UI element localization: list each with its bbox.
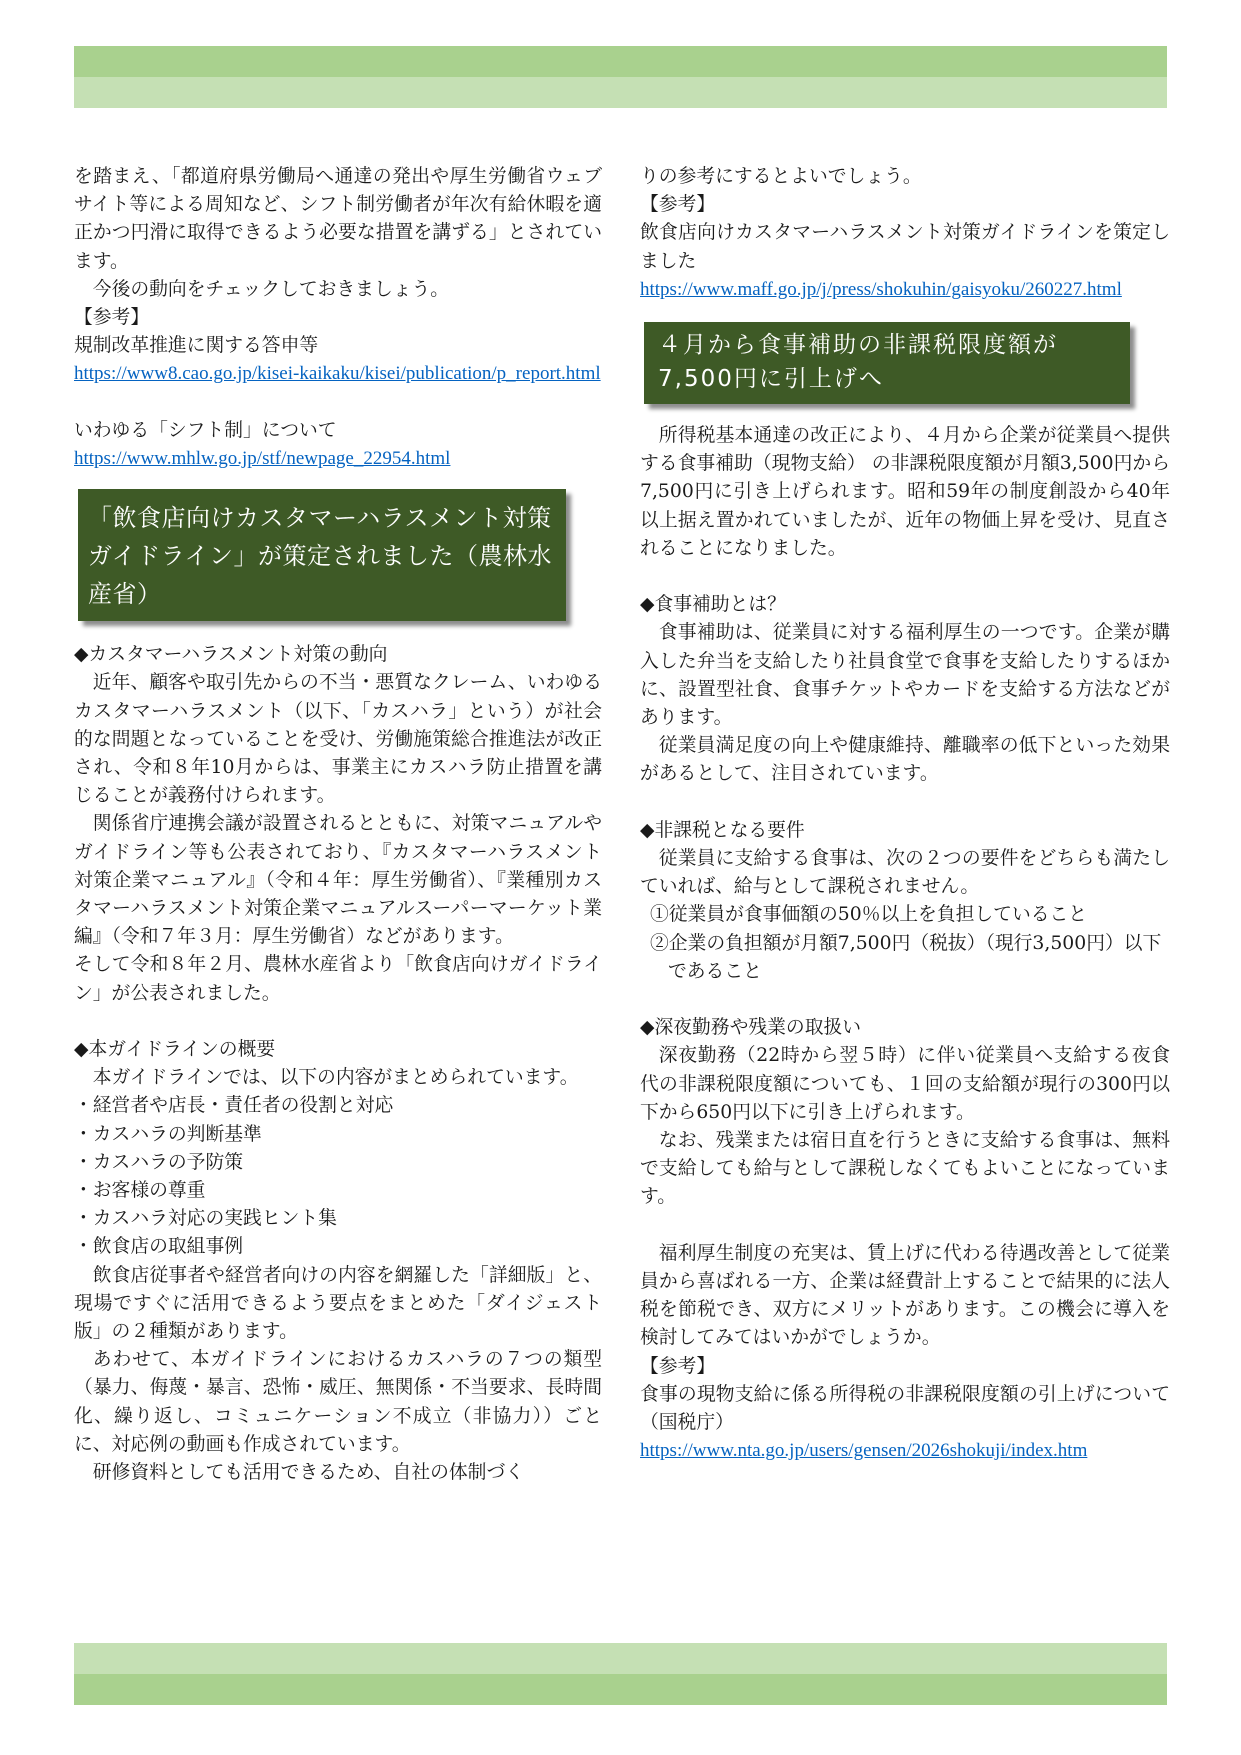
paragraph: そして令和８年２月、農林水産省より「飲食店向けガイドライン」が公表されました。: [74, 954, 602, 1004]
spacer: [74, 1008, 602, 1036]
subsection-title: ◆非課税となる要件: [640, 819, 805, 841]
reference-title: 食事の現物支給に係る所得税の非課税限度額の引上げについて（国税庁）: [640, 1383, 1170, 1434]
intro-paragraph: を踏まえ、「都道府県労働局へ通達の発出や厚生労働省ウェブサイト等による周知など、シフト制労働者が年次有給休暇を適正かつ円滑に取得できるよう必要な措置を講ずる」とされています。: [74, 166, 602, 272]
paragraph: 従業員に支給する食事は、次の２つの要件をどちらも満たしていれば、給与として課税されません。: [640, 848, 1170, 898]
right-column: [640, 163, 1170, 1465]
paragraph: 近年、顧客や取引先からの不当・悪質なクレーム、いわゆるカスタマーハラスメント（以下、「カスハラ」という）が社会的な問題となっていることを受け、労働施策総合推進法が改正され、令和８年10月からは、事業主にカスハラ防止措置を講じることが義務付けられます。: [74, 672, 602, 807]
list-item: ・カスハラの予防策: [74, 1151, 244, 1173]
paragraph: 研修資料としても活用できるため、自社の体制づく: [92, 1462, 525, 1484]
reference-label: 【参考】: [74, 307, 150, 329]
list-item: ②企業の負担額が月額7,500円（税抜）（現行3,500円）以下であること: [650, 932, 1162, 982]
list-item: ・飲食店の取組事例: [74, 1236, 244, 1258]
footer-band-light-stripe: [74, 1643, 1167, 1674]
list-item: ・お客様の尊重: [74, 1180, 206, 1202]
paragraph: 本ガイドラインでは、以下の内容がまとめられています。: [92, 1067, 579, 1089]
paragraph: 飲食店従事者や経営者向けの内容を網羅した「詳細版」と、現場ですぐに活用できるよう要点をまとめた「ダイジェスト版」の２種類があります。: [74, 1264, 602, 1343]
section-heading-box: [644, 322, 1130, 404]
bullet-list: [74, 1092, 602, 1261]
spacer: [640, 1212, 1170, 1240]
subsection-title: ◆深夜勤務や残業の取扱い: [640, 1017, 862, 1039]
intro-followup: 今後の動向をチェックしておきましょう。: [92, 278, 450, 300]
spacer: [640, 986, 1170, 1014]
subsection-title: ◆食事補助とは？: [640, 594, 786, 616]
paragraph: なお、残業または宿日直を行うときに支給する食事は、無料で支給しても給与として課税しなくてもよいことになっています。: [640, 1130, 1170, 1208]
footer-band: [74, 1643, 1167, 1705]
reference-title: いわゆる「シフト制」について: [74, 419, 337, 441]
spacer: [640, 789, 1170, 817]
section-heading: 「飲食店向けカスタマーハラスメント対策ガイドライン」が策定されました（農林水産省）: [88, 504, 553, 609]
spacer: [74, 389, 602, 417]
list-item: ・経営者や店長・責任者の役割と対応: [74, 1095, 394, 1117]
section-heading-box: [78, 489, 566, 621]
numbered-list: [640, 901, 1170, 986]
reference-label: 【参考】: [640, 1355, 716, 1377]
paragraph: 食事補助は、従業員に対する福利厚生の一つです。企業が購入した弁当を支給したり社員食堂で食事を支給したりするほかに、設置型社食、食事チケットやカードを支給する方法などがあります。: [640, 622, 1170, 729]
header-band: [74, 46, 1167, 108]
header-band-light-stripe: [74, 77, 1167, 108]
section-heading: ４月から食事補助の非課税限度額が7,500円に引上げへ: [658, 332, 1058, 393]
paragraph: 福利厚生制度の充実は、賃上げに代わる待遇改善として従業員から喜ばれる一方、企業は経費計上することで結果的に法人税を節税でき、双方にメリットがあります。この機会に導入を検討してみてはいかがでしょうか。: [640, 1242, 1170, 1349]
reference-label: 【参考】: [640, 194, 716, 216]
reference-link[interactable]: https://www8.cao.go.jp/kisei-kaikaku/kisei/publication/p_report.html: [74, 363, 601, 385]
reference-link[interactable]: https://www.maff.go.jp/j/press/shokuhin/gaisyoku/260227.html: [640, 278, 1122, 300]
subsection-title: ◆カスタマーハラスメント対策の動向: [74, 644, 388, 666]
paragraph: あわせて、本ガイドラインにおけるカスハラの７つの類型（暴力、侮蔑・暴言、恐怖・威圧、無関係・不当要求、長時間化、繰り返し、コミュニケーション不成立（非協力））ごとに、対応例の動画も作成されています。: [74, 1349, 602, 1455]
left-column: [74, 163, 602, 1487]
reference-link[interactable]: https://www.mhlw.go.jp/stf/newpage_22954.html: [74, 448, 451, 470]
paragraph: りの参考にするとよいでしょう。: [640, 166, 922, 187]
list-item: ・カスハラ対応の実践ヒント集: [74, 1208, 337, 1230]
reference-title: 飲食店向けカスタマーハラスメント対策ガイドラインを策定しました: [640, 222, 1170, 272]
spacer: [640, 563, 1170, 591]
list-item: ①従業員が食事価額の50％以上を負担していること: [650, 904, 1088, 926]
paragraph: 関係省庁連携会議が設置されるとともに、対策マニュアルやガイドライン等も公表されており、『カスタマーハラスメント対策企業マニュアル』（令和４年：厚生労働省）、『業種別カスタマーハラスメント対策企業マニュアルスーパーマーケット業編』（令和７年３月：厚生労働省）などがあります。: [74, 813, 602, 948]
header-band-dark-stripe: [74, 46, 1167, 77]
paragraph: 所得税基本通達の改正により、４月から企業が従業員へ提供する食事補助（現物支給） の非課税限度額が月額3,500円から7,500円に引き上げられます。昭和59年の制度創設から40年以上据え置かれていましたが、近年の物価上昇を受け、見直されることになりました。: [640, 425, 1170, 559]
paragraph: 深夜勤務（22時から翌５時）に伴い従業員へ支給する夜食代の非課税限度額についても、１回の支給額が現行の300円以下から650円以下に引き上げられます。: [640, 1045, 1170, 1123]
reference-title: 規制改革推進に関する答申等: [74, 335, 319, 357]
list-item: ・カスハラの判断基準: [74, 1123, 262, 1145]
reference-link[interactable]: https://www.nta.go.jp/users/gensen/2026shokuji/index.htm: [640, 1440, 1088, 1462]
footer-band-dark-stripe: [74, 1674, 1167, 1705]
subsection-title: ◆本ガイドラインの概要: [74, 1039, 276, 1061]
paragraph: 従業員満足度の向上や健康維持、離職率の低下といった効果があるとして、注目されています。: [640, 735, 1170, 785]
